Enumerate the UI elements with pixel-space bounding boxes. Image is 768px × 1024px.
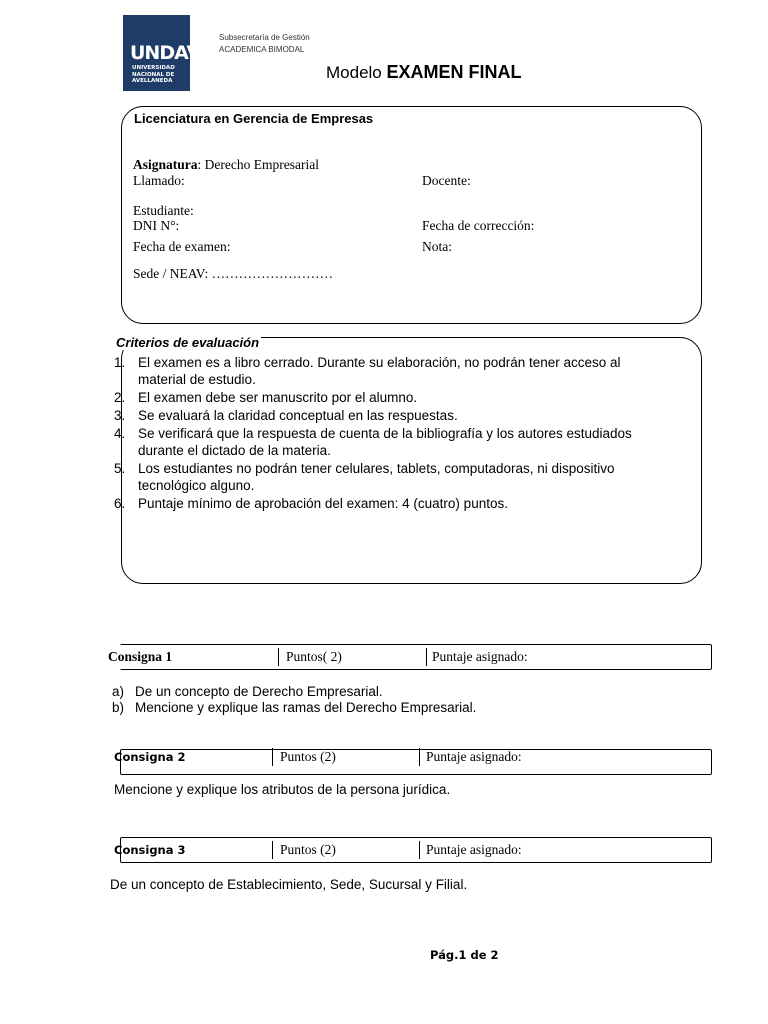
divider [278,648,279,666]
consigna-1-puntaje: Puntaje asignado: [432,649,528,664]
logo-brand: UNDAV [130,42,201,64]
consigna-1-header [108,645,718,669]
consigna-2-puntaje: Puntaje asignado: [426,749,522,764]
divider [419,841,420,859]
dni-label: DNI N°: [133,218,180,233]
logo-university-name: UNIVERSIDAD NACIONAL DE AVELLANEDA [132,65,175,84]
list-item: 5. Los estudiantes no podrán tener celulares, tablets, computadoras, ni dispositivo tecnológico alguno. [114,461,615,493]
program-name: Licenciatura en Gerencia de Empresas [134,111,374,126]
nota-label: Nota: [422,239,452,254]
university-logo [123,15,201,91]
list-item: 3. Se evaluará la claridad conceptual en las respuestas. [114,408,458,423]
divider [272,841,273,859]
consigna-2-header [114,745,718,769]
subsecretaria-text: Subsecretaría de Gestión ACADEMICA BIMODAL [219,33,310,54]
consigna-3-header [114,838,718,862]
consigna-2-text: Mencione y explique los atributos de la persona jurídica. [114,782,451,797]
subject-line: Asignatura: Derecho Empresarial [133,157,319,172]
list-item: 4. Se verificará que la respuesta de cuenta de la bibliografía y los autores estudiados durante el dictado de la materia. [114,426,632,458]
page-title: Modelo EXAMEN FINAL [326,62,522,82]
consigna-1-items [112,684,476,716]
consigna-3-label: Consigna 3 [114,843,186,857]
list-item: b) Mencione y explique las ramas del Derecho Empresarial. [112,700,477,715]
estudiante-label: Estudiante: [133,203,194,218]
consigna-3-puntaje: Puntaje asignado: [426,842,522,857]
fecha-examen-label: Fecha de examen: [133,239,231,254]
consigna-3-puntos: Puntos (2) [280,842,336,857]
sede-label: Sede / NEAV: ……………………… [133,266,334,281]
consigna-2-label: Consigna 2 [114,750,186,764]
criteria-list [114,354,694,513]
consigna-2-puntos: Puntos (2) [280,749,336,764]
consigna-1-label: Consigna 1 [108,645,176,669]
list-item: 2. El examen debe ser manuscrito por el alumno. [114,390,418,405]
list-item: 1. El examen es a libro cerrado. Durante su elaboración, no podrán tener acceso al material de estudio. [114,355,621,387]
divider [419,748,420,766]
fecha-correccion-label: Fecha de corrección: [422,218,535,233]
consigna-1-puntos: Puntos( 2) [286,649,342,664]
list-item: a) De un concepto de Derecho Empresarial. [112,684,383,699]
page-number: Pág.1 de 2 [430,948,499,962]
exam-info-box [121,106,702,324]
llamado-label: Llamado: [133,173,185,188]
criteria-title: Criterios de evaluación [116,335,260,350]
list-item: 6. Puntaje mínimo de aprobación del examen: 4 (cuatro) puntos. [114,496,508,511]
docente-label: Docente: [422,173,471,188]
consigna-3-text: De un concepto de Establecimiento, Sede, Sucursal y Filial. [110,877,468,892]
divider [272,748,273,766]
divider [426,648,427,666]
